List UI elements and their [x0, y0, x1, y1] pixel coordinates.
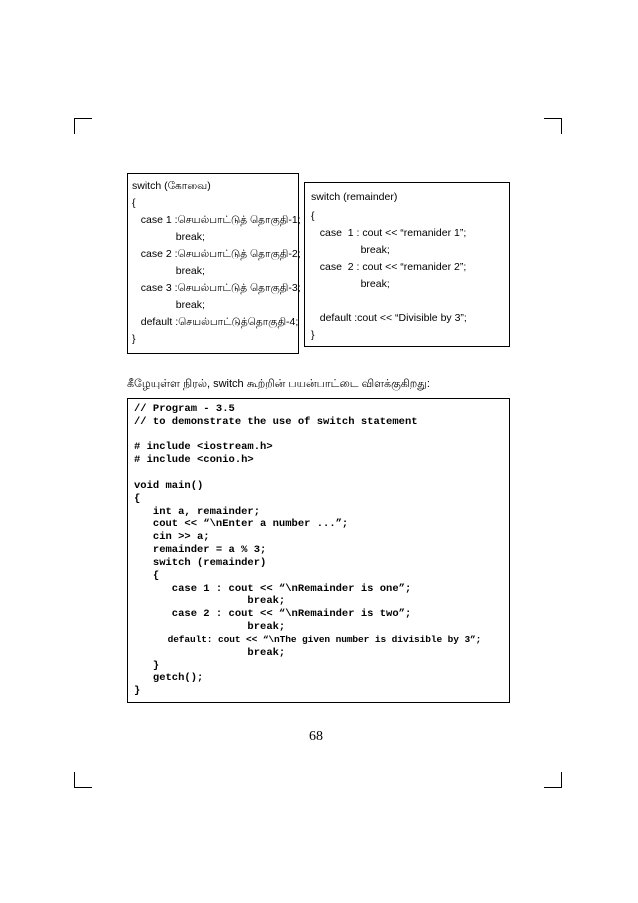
example-line: case 2 : cout << “remanider 2”; [311, 261, 467, 273]
code-line: int a, remainder; [134, 505, 261, 518]
example-line: default :cout << “Divisible by 3”; [311, 312, 467, 324]
crop-mark-bottom-left-v [74, 772, 75, 788]
syntax-line: case 3 :செயல்பாட்டுத் தொகுதி-3; [132, 282, 301, 294]
example-line: { [311, 210, 315, 222]
code-line: cout << “\nEnter a number ...”; [134, 518, 349, 531]
code-line: } [134, 685, 141, 698]
crop-mark-bottom-right-h [544, 787, 562, 788]
example-line: break; [311, 278, 390, 290]
crop-mark-top-right-h [544, 118, 562, 119]
syntax-line: break; [132, 231, 205, 243]
code-line: void main() [134, 479, 204, 492]
code-line: } [134, 659, 160, 672]
code-line: // Program - 3.5 [134, 403, 235, 415]
code-line: { [134, 569, 160, 582]
example-line: case 1 : cout << “remanider 1”; [311, 227, 467, 239]
code-line: default: cout << “\nThe given number is divisible by 3”; [134, 633, 482, 645]
syntax-line: break; [132, 265, 205, 277]
code-line: { [134, 492, 141, 505]
syntax-line: } [132, 333, 136, 345]
syntax-line: case 1 :செயல்பாட்டுத் தொகுதி-1; [132, 214, 301, 226]
code-line: switch (remainder) [134, 556, 267, 569]
crop-mark-top-left-h [74, 118, 92, 119]
crop-mark-bottom-left-h [74, 787, 92, 788]
code-line: break; [134, 621, 286, 634]
example-line: break; [311, 244, 390, 256]
page-number: 68 [309, 729, 323, 744]
syntax-line: default :செயல்பாட்டுத்தொகுதி-4; [132, 316, 299, 328]
code-line: getch(); [134, 672, 204, 685]
example-line: } [311, 329, 315, 341]
syntax-line: case 2 :செயல்பாட்டுத் தொகுதி-2; [132, 248, 301, 260]
syntax-line: break; [132, 299, 205, 311]
code-line: # include <conio.h> [134, 454, 254, 467]
code-line: // to demonstrate the use of switch statement [134, 415, 418, 428]
crop-mark-bottom-right-v [561, 772, 562, 788]
crop-mark-top-left-v [74, 118, 75, 134]
code-line: case 1 : cout << “\nRemainder is one”; [134, 582, 412, 595]
program-listing-box [127, 398, 510, 703]
switch-syntax-box [127, 173, 299, 354]
syntax-line: { [132, 197, 136, 209]
code-line: # include <iostream.h> [134, 441, 273, 454]
crop-mark-top-right-v [561, 118, 562, 134]
code-line: cin >> a; [134, 531, 210, 544]
code-line: break; [134, 646, 286, 659]
code-line: break; [134, 595, 286, 608]
syntax-line: switch (கோவை) [132, 180, 211, 192]
example-line: switch (remainder) [311, 191, 398, 203]
code-line: remainder = a % 3; [134, 544, 267, 557]
switch-example-box [304, 182, 510, 347]
caption-text: கீழேயுள்ள நிரல், switch கூற்றின் பயன்பாட்டை விளக்குகிறது: [127, 378, 430, 390]
code-line: case 2 : cout << “\nRemainder is two”; [134, 608, 412, 621]
